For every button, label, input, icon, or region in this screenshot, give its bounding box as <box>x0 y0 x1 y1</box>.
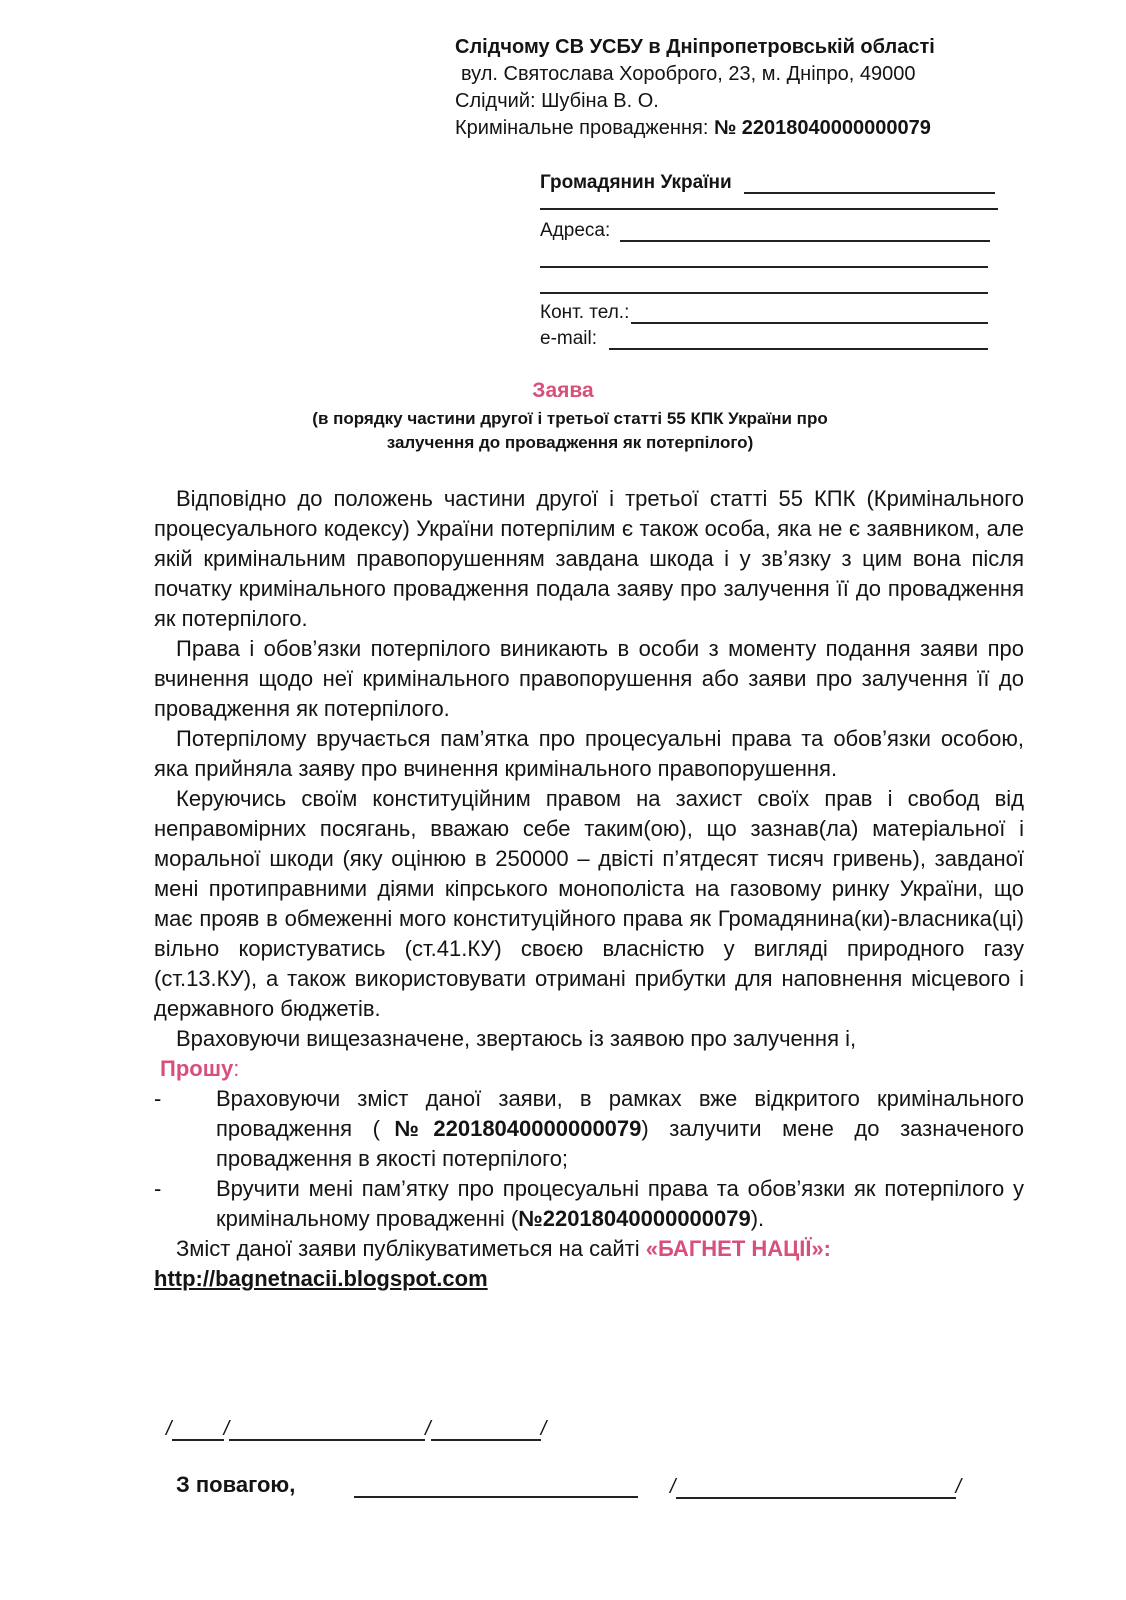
name-signature-row <box>670 1476 961 1499</box>
email-row <box>540 324 988 350</box>
publish-paragraph <box>154 1234 1024 1264</box>
address-row <box>540 210 990 242</box>
date-year-field[interactable] <box>431 1419 541 1441</box>
publish-text: Зміст даної заяви публікуватиметься на сайті <box>176 1236 646 1261</box>
name-slash-1: / <box>670 1476 676 1498</box>
subtitle-line-2: залучення до провадження як потерпілого) <box>386 433 754 452</box>
paragraph-4: Керуючись своїм конституційним правом на захист своїх прав і свобод від неправомірних посягань, вважаю себе таким(ою), що зазнав(ла) матеріальної і моральної шкоди (яку оцінюю в 250000 – двісті п’ятдесят тисяч гривень), завданої мені протиправними діями кіпрського монополіста на газовому ринку України, що має прояв в обмеженні мого конституційного права як Громадянина(ки)-власника(ці) вільно користуватись (ст.41.КУ) своєю власністю у вигляді природного газу (ст.13.КУ), а також використовувати отримані прибутки для наповнення місцевого і державного бюджетів. <box>154 786 1024 1021</box>
case-label: Кримінальне провадження: <box>455 117 714 139</box>
item-2-case-number: №22018040000000079 <box>518 1206 751 1231</box>
citizen-label: Громадянин України <box>540 172 732 193</box>
applicant-block <box>540 166 1000 350</box>
phone-field[interactable] <box>631 304 988 324</box>
document-subtitle <box>220 407 920 455</box>
site-link[interactable]: http://bagnetnacii.blogspot.com <box>154 1266 488 1291</box>
request-word: Прошу <box>160 1056 234 1081</box>
subtitle-line-1: (в порядку частини другої і третьої статті 55 КПК України про <box>312 409 828 428</box>
item-2-dash: - <box>154 1176 162 1201</box>
citizen-name-line-2[interactable] <box>540 194 998 210</box>
paragraph-1: Відповідно до положень частини другої і третьої статті 55 КПК (Кримінального процесуального кодексу) України потерпілим є також особа, яка не є заявником, але якій кримінальним правопорушенням завдана шкода і у зв’язку з цим вона після початку кримінального провадження подала заяву про залучення її до провадження як потерпілого. <box>154 486 1024 631</box>
regards-text: З повагою, <box>176 1472 296 1497</box>
phone-row <box>540 294 988 324</box>
date-slash-1: / <box>166 1418 172 1440</box>
date-slash-2: / <box>223 1418 230 1440</box>
date-slash-4: / <box>540 1418 547 1440</box>
address-line-3[interactable] <box>540 268 988 294</box>
address-field[interactable] <box>620 222 990 242</box>
phone-label: Конт. тел.: <box>540 302 630 323</box>
item-1-text-b: ) залучити мене до зазначеного провадження в якості потерпілого; <box>216 1116 1024 1171</box>
address-line-2[interactable] <box>540 242 988 268</box>
request-item-1 <box>154 1084 1024 1174</box>
addressee-to: Слідчому СВ УСБУ в Дніпропетровській області <box>455 36 935 58</box>
signature-name-field[interactable] <box>676 1477 956 1499</box>
item-1-text <box>216 1084 1024 1174</box>
site-link-paragraph <box>154 1264 1024 1294</box>
request-item-2 <box>154 1174 1024 1234</box>
date-day-field[interactable] <box>172 1419 224 1441</box>
addressee-address: вул. Святослава Хороброго, 23, м. Дніпро, 49000 <box>461 63 916 85</box>
paragraph-3: Потерпілому вручається пам’ятка про процесуальні права та обов’язки особою, яка прийняла заяву про вчинення кримінального правопорушення. <box>154 726 1024 781</box>
site-name: «БАГНЕТ НАЦІЇ»: <box>645 1236 831 1261</box>
date-signature-row <box>166 1418 546 1441</box>
date-slash-3: / <box>425 1418 431 1440</box>
addressee-investigator: Слідчий: Шубіна В. О. <box>455 90 659 112</box>
item-2-text <box>216 1174 1024 1234</box>
paragraph-5: Враховуючи вищезазначене, звертаюсь із заявою про залучення і, <box>176 1026 857 1051</box>
case-number: № 22018040000000079 <box>713 117 931 139</box>
paragraph-2: Права і обов’язки потерпілого виникають в особи з моменту подання заяви про вчинення щодо неї кримінального правопорушення або заяви про залучення її до провадження як потерпілого. <box>154 636 1024 721</box>
citizen-name-field[interactable] <box>744 174 995 194</box>
item-1-case-number: №22018040000000079 <box>379 1116 642 1141</box>
addressee-block <box>455 34 935 142</box>
item-2-text-a: Вручити мені пам’ятку про процесуальні права та обов’язки як потерпілого у кримінальному провадженні ( <box>216 1176 1024 1231</box>
date-month-field[interactable] <box>229 1419 425 1441</box>
item-1-dash: - <box>154 1086 162 1111</box>
document-body <box>154 484 1024 1294</box>
document-title: Заява <box>532 379 594 402</box>
signature-field[interactable] <box>354 1496 638 1498</box>
item-1-text-a: Враховуючи зміст даної заяви, в рамках вже відкритого кримінального провадження ( <box>216 1086 1024 1141</box>
request-colon: : <box>233 1056 240 1081</box>
address-label: Адреса: <box>540 220 611 241</box>
addressee-case <box>455 115 935 142</box>
item-2-text-b: ). <box>750 1206 765 1231</box>
email-field[interactable] <box>609 330 988 350</box>
email-label: e-mail: <box>540 328 598 349</box>
citizen-row <box>540 166 995 194</box>
request-heading <box>154 1054 1024 1084</box>
name-slash-2: / <box>955 1476 962 1498</box>
